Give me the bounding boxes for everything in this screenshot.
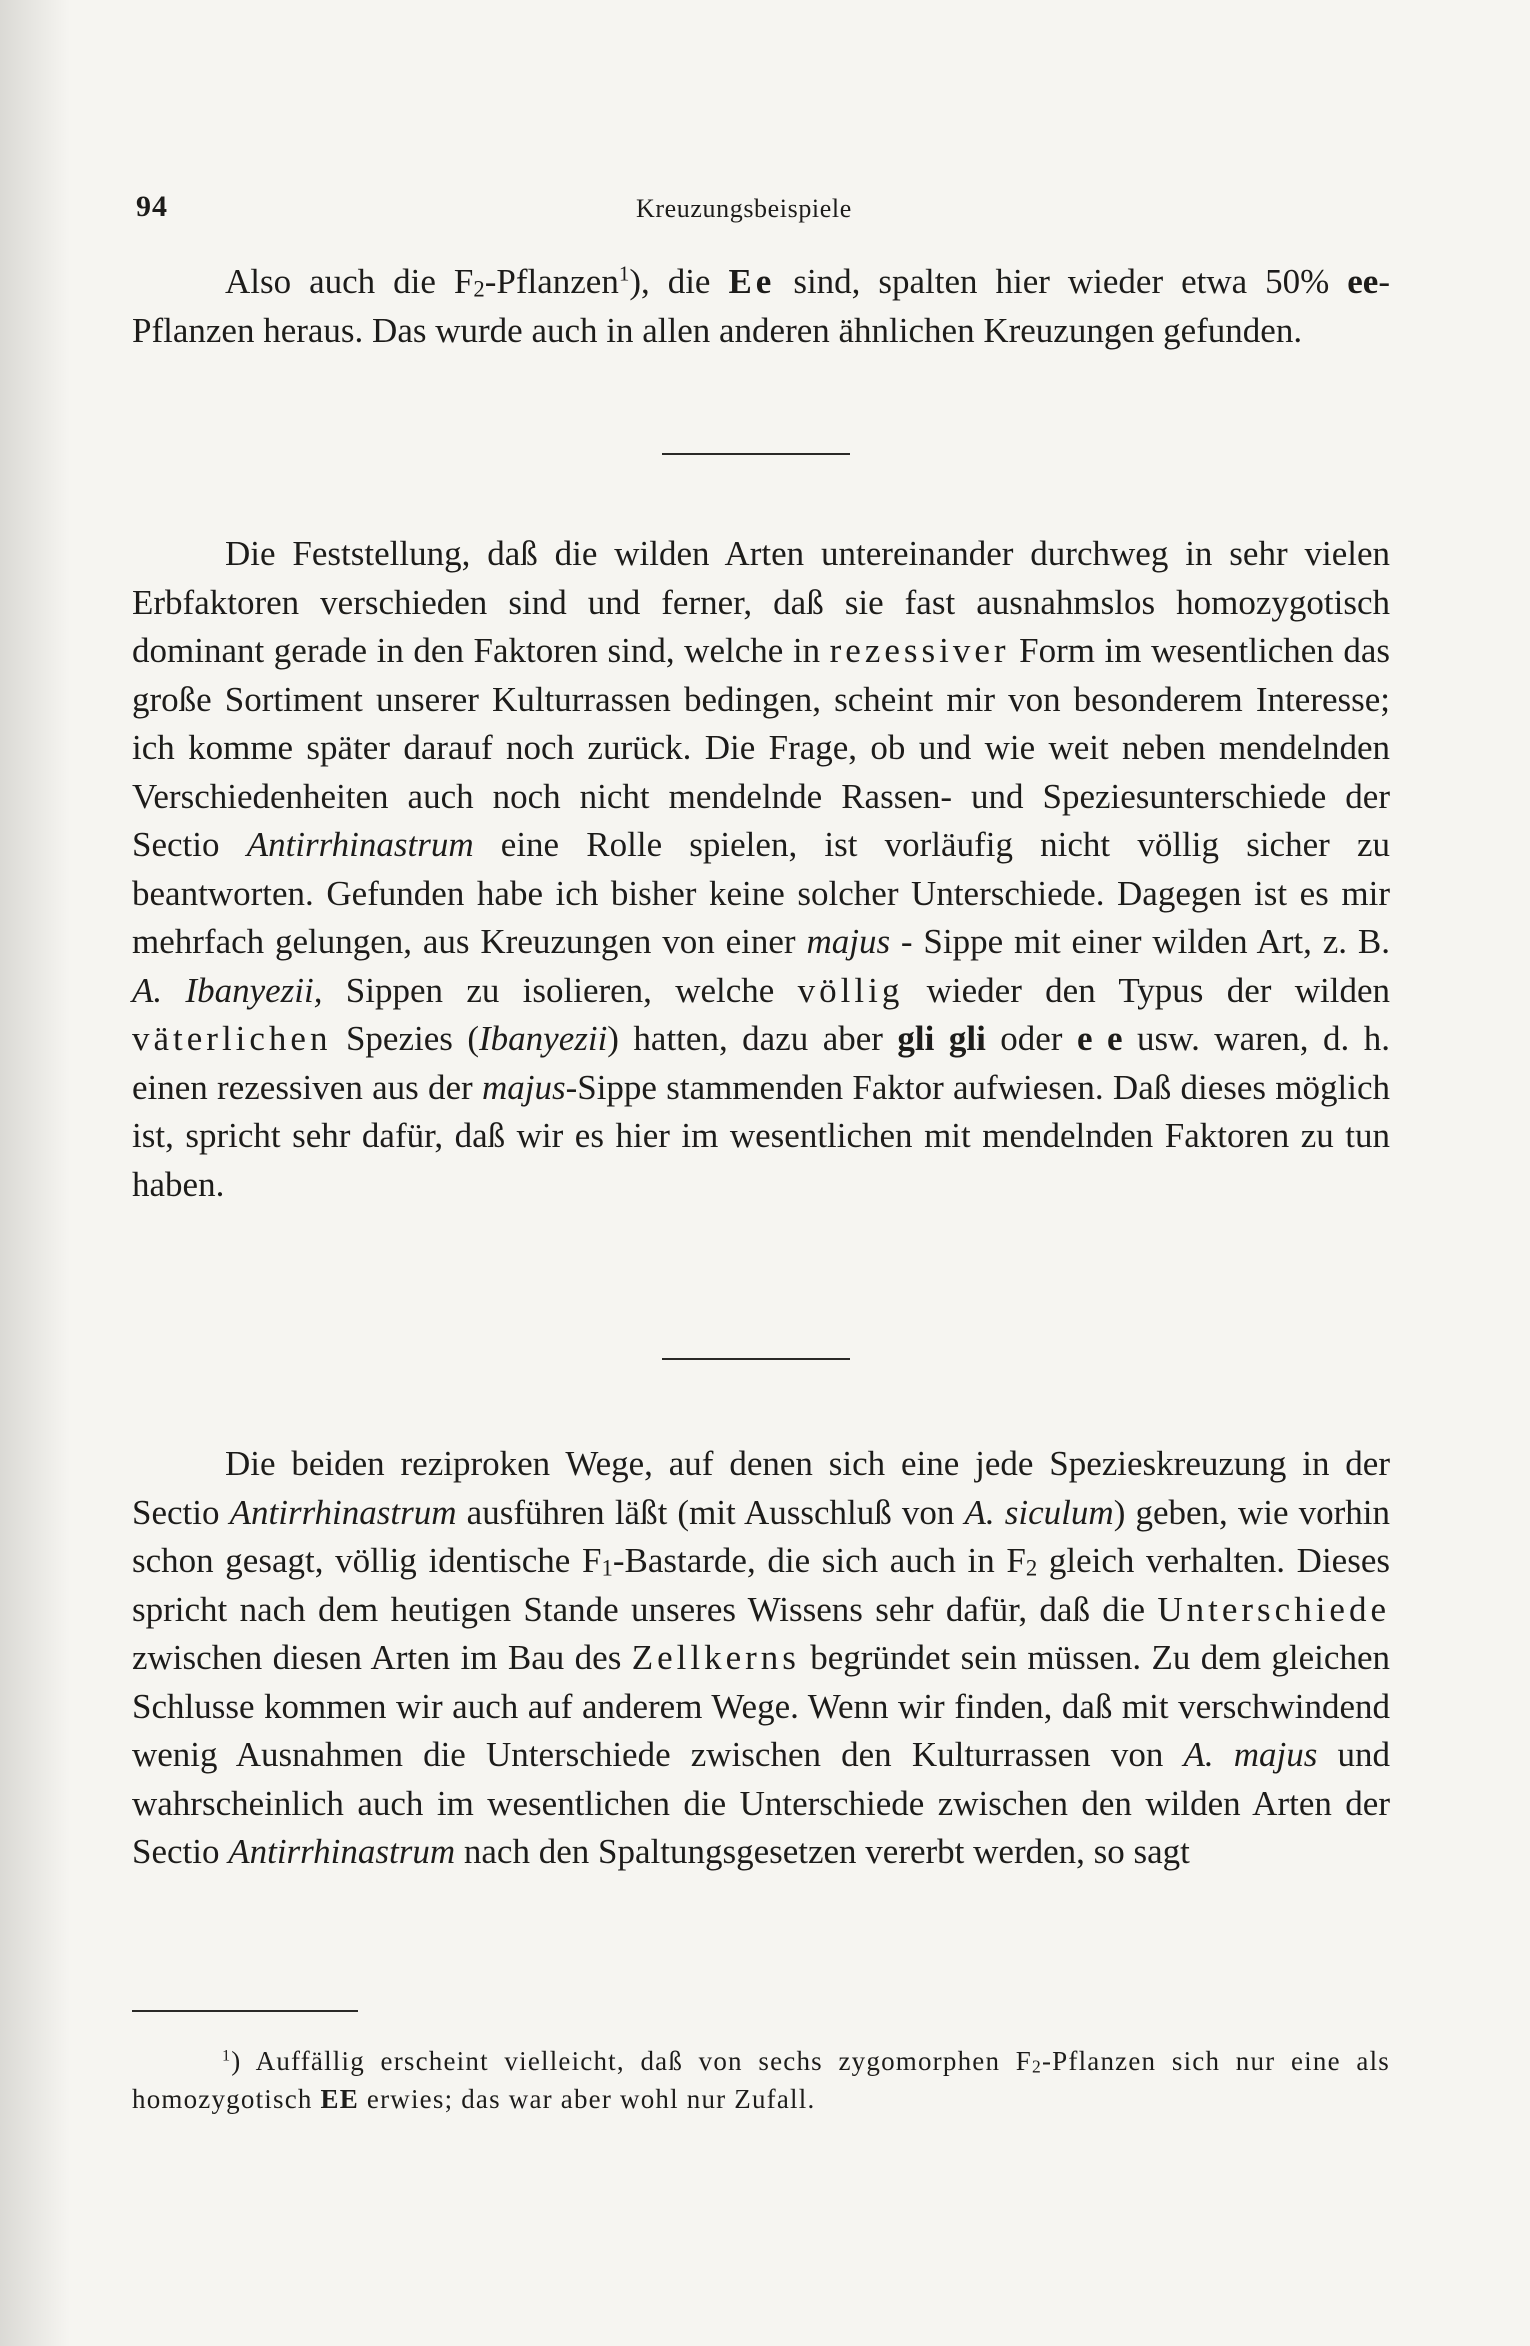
footnote-reference: 1 xyxy=(618,261,630,286)
paragraph-1: Also auch die $F_2-Pflanzen^1$), die Ee sind, spalten hier wieder etwa 50% ee-Pflanzen heraus. Das wurde auch in allen anderen ähnlichen Kreuzungen gefunden. xyxy=(132,261,1390,350)
footnote: $^1$) Auffällig erscheint vielleicht, daß von sechs zygomorphen $F_2$-Pflanzen sich nur eine als homozygotisch EE erwies; das war aber wohl nur Zufall. xyxy=(132,2046,1390,2114)
footnote-divider xyxy=(132,2010,358,2012)
page-number: 94 xyxy=(136,190,168,223)
paragraph-2: Die Feststellung, daß die wilden Arten untereinander durchweg in sehr vielen Erbfaktoren verschieden sind und ferner, daß sie fast ausnahmslos homozygotisch dominant gerade in den Faktoren sind, welche in rezessiver Form im wesentlichen das große Sortiment unserer Kulturrassen bedingen, scheint mir von besonderem Interesse; ich komme später darauf noch zurück. Die Frage, ob und wie weit neben mendelnden Verschiedenheiten auch noch nicht mendelnde Rassen- und Speziesunterschiede der Sectio Antirrhinastrum eine Rolle spielen, ist vorläufig nicht völlig sicher zu beantworten. Gefunden habe ich bisher keine solcher Unterschiede. Dagegen ist es mir mehrfach gelungen, aus Kreuzungen von einer majus - Sippe mit einer wilden Art, z. B. A. Ibanyezii, Sippen zu isolieren, welche völlig wieder den Typus der wilden väterlichen Spezies (Ibanyezii) hatten, dazu aber gli gli oder e e usw. waren, d. h. einen rezessiven aus der majus-Sippe stammenden Faktor aufwiesen. Daß dieses möglich ist, spricht sehr dafür, daß wir es hier im wesentlichen mit mendelnden Faktoren zu tun haben. xyxy=(132,534,1391,1204)
paragraph-3: Die beiden reziproken Wege, auf denen sich eine jede Spezieskreuzung in der Sectio Antirrhinastrum ausführen läßt (mit Ausschluß von A. siculum) geben, wie vorhin schon gesagt, völlig identische $F_1$-Bastarde, die sich auch in $F_2$ gleich verhalten. Dieses spricht nach dem heutigen Stande unseres Wissens sehr dafür, daß die Unterschiede zwischen diesen Arten im Bau des Zellkerns begründet sein müssen. Zu dem gleichen Schlusse kommen wir auch auf anderem Wege. Wenn wir finden, daß mit verschwindend wenig Ausnahmen die Unterschiede zwischen den Kulturrassen von A. majus und wahrscheinlich auch im wesentlichen die Unterschiede zwischen den wilden Arten der Sectio Antirrhinastrum nach den Spaltungsgesetzen vererbt werden, so sagt xyxy=(132,1444,1391,1871)
section-divider xyxy=(662,1358,850,1360)
section-divider xyxy=(662,453,850,455)
page-edge-shadow xyxy=(0,0,70,2346)
footnote-mark: 1 xyxy=(222,2046,232,2065)
page-header xyxy=(136,190,1386,240)
running-head: Kreuzungsbeispiele xyxy=(636,194,852,223)
